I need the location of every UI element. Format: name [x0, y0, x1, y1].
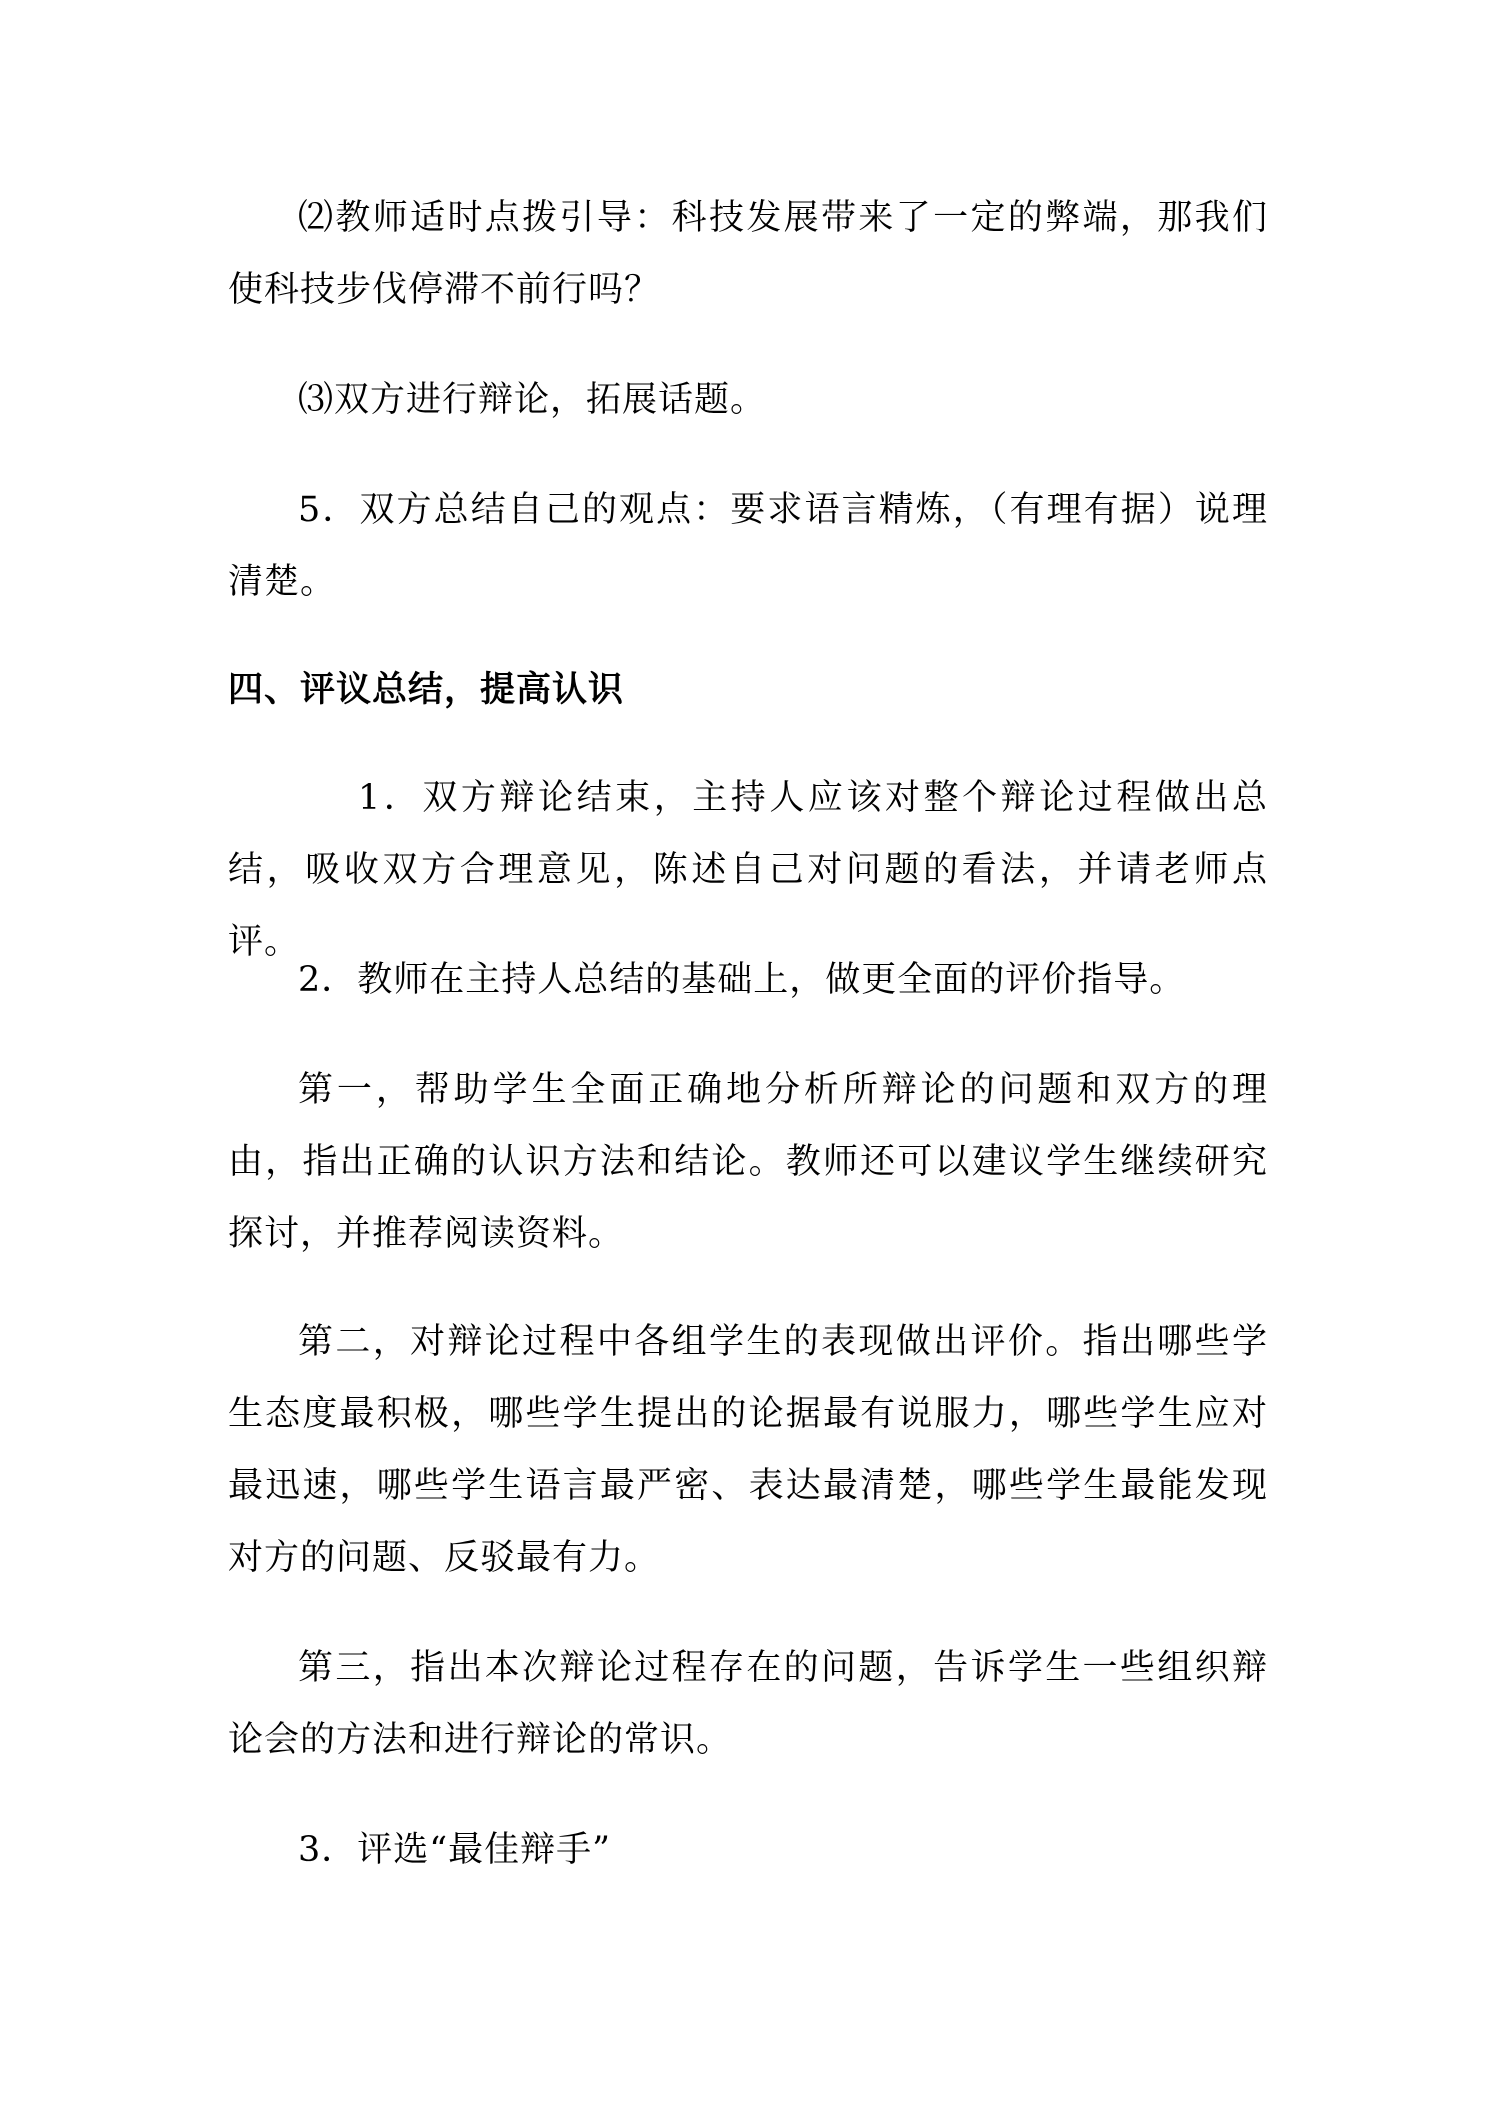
paragraph-teacher-evaluation: 2．教师在主持人总结的基础上，做更全面的评价指导。	[298, 960, 1186, 1000]
paragraph-summarize-views: 5．双方总结自己的观点：要求语言精炼，（有理有据）说理清楚。	[228, 490, 1268, 602]
section-heading: 四、评议总结，提高认识	[228, 670, 625, 710]
paragraph-teacher-guidance: ⑵教师适时点拨引导：科技发展带来了一定的弊端，那我们使科技步伐停滞不前行吗？	[228, 198, 1268, 310]
paragraph-host-summary: 1．双方辩论结束，主持人应该对整个辩论过程做出总结，吸收双方合理意见，陈述自己对问题的看法，并请老师点评。	[228, 778, 1268, 962]
paragraph-debate-expand: ⑶双方进行辩论，拓展话题。	[298, 380, 767, 420]
paragraph-third-point: 第三，指出本次辩论过程存在的问题，告诉学生一些组织辩论会的方法和进行辩论的常识。	[228, 1648, 1268, 1760]
paragraph-first-point: 第一，帮助学生全面正确地分析所辩论的问题和双方的理由，指出正确的认识方法和结论。教师还可以建议学生继续研究探讨，并推荐阅读资料。	[228, 1070, 1268, 1254]
paragraph-best-debater: 3．评选“最佳辩手”	[298, 1830, 612, 1870]
paragraph-second-point: 第二，对辩论过程中各组学生的表现做出评价。指出哪些学生态度最积极，哪些学生提出的论据最有说服力，哪些学生应对最迅速，哪些学生语言最严密、表达最清楚，哪些学生最能发现对方的问题、反驳最有力。	[228, 1322, 1268, 1578]
